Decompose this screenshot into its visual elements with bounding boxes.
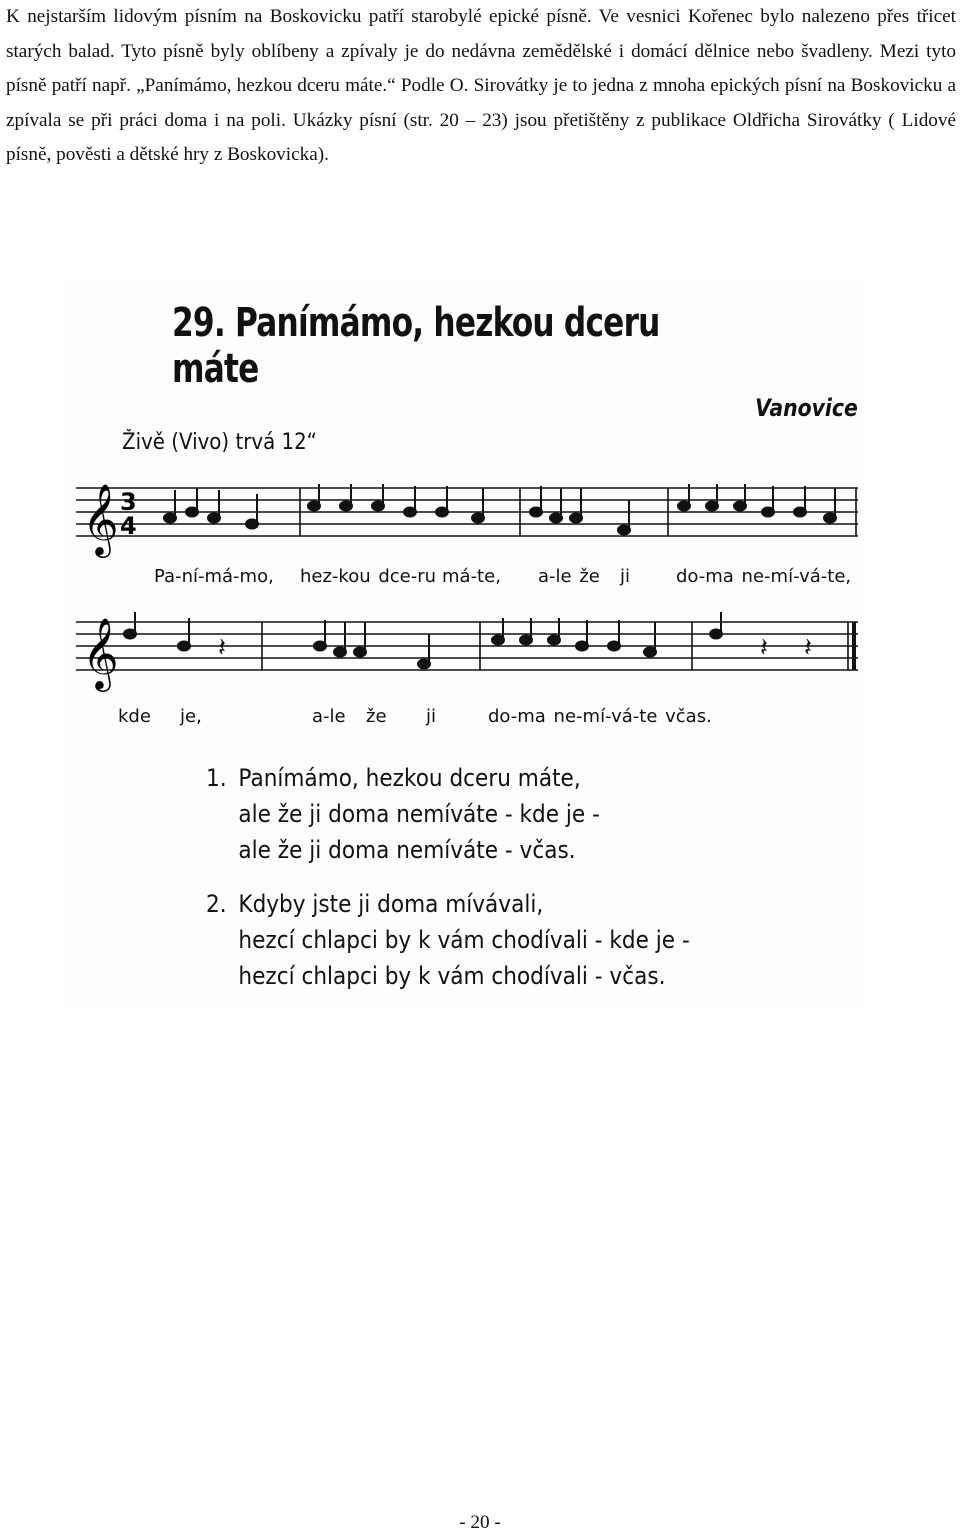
lyric-word: má-te, [442,566,501,587]
treble-clef-icon: 𝄞 [82,482,119,555]
quarter-rest-icon: 𝄽 [218,633,226,663]
verse-line: ale že ji doma nemíváte - kde je - [238,800,600,828]
verse-line: hezcí chlapci by k vám chodívali - včas. [238,962,666,990]
verse-line: Kdyby jste ji doma mívávali, [238,890,544,918]
lyric-word: do-ma ne-mí-vá-te, [676,566,852,587]
quarter-rest-icon: 𝄽 [760,633,768,663]
lyric-word: Pa-ní-má-mo, [154,566,274,587]
lyric-word: ji [426,706,437,727]
song-place: Vanovice [755,394,858,422]
lyric-word: ji [620,566,631,587]
verse-1 [206,760,690,868]
verse-line: Panímámo, hezkou dceru máte, [238,764,581,792]
music-staff-2 [76,612,858,692]
verse-number: 2. [206,890,227,918]
song-sheet [62,282,862,1007]
song-title: 29. Panímámo, hezkou dceru máte [172,300,660,392]
verse-line: ale že ji doma nemíváte - včas. [238,836,576,864]
music-staff-1 [76,478,858,558]
lyric-word: kde [118,706,151,727]
verse-number: 1. [206,764,227,792]
song-tempo: Živě (Vivo) trvá 12“ [122,430,317,455]
intro-text: K nejstarším lidovým písním na Boskovicku patří starobylé epické písně. Ve vesnici Kořenec bylo nalezeno přes třicet starých balad. Tyto písně byly oblíbeny a zpívaly je do nedávna zemědělské i domácí dělnice nebo švadleny. Mezi tyto písně patří např. „Panímámo, hezkou dceru máte.“ Podle O. Sirovátky je to jedna z mnoha epických písní na Boskovicku a zpívala se při práci doma i na poli. Ukázky písní (str. 20 – 23) jsou přetištěny z publikace Oldřicha Sirovátky ( Lidové písně, pověsti a dětské hry z Boskovicka). [6,6,956,166]
page-number: - 20 - [459,1512,501,1533]
time-signature-bottom: 4 [120,512,137,540]
lyric-word: hez-kou dce-ru [300,566,437,587]
lyric-word: je, [180,706,202,727]
lyric-word: a-le [312,706,346,727]
treble-clef-icon: 𝄞 [82,616,119,689]
lyric-word: a-le že [538,566,600,587]
quarter-rest-icon: 𝄽 [804,633,812,663]
lyric-word: do-ma ne-mí-vá-te včas. [488,706,712,727]
song-verses [206,760,690,1012]
lyric-word: že [366,706,387,727]
time-signature-top: 3 [120,488,137,516]
verse-line: hezcí chlapci by k vám chodívali - kde je - [238,926,690,954]
intro-paragraph [6,0,956,173]
verse-2 [206,886,690,994]
